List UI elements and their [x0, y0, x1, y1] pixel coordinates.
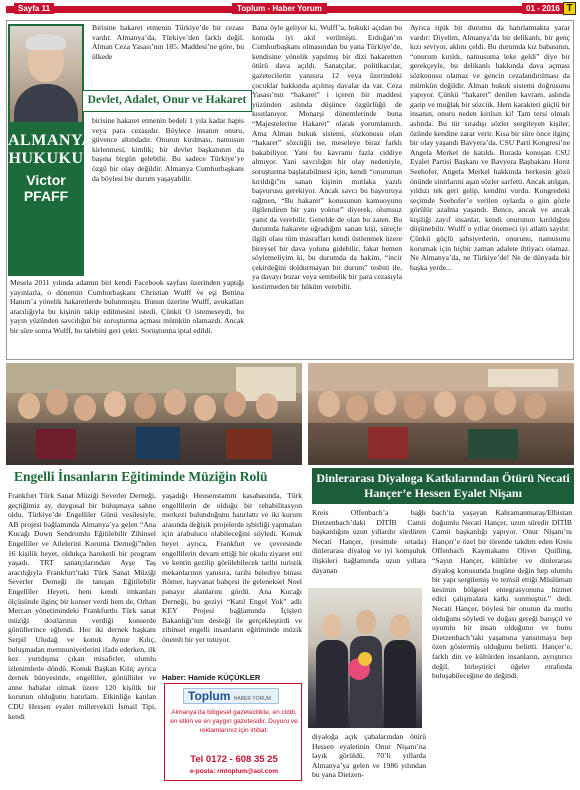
article3-headline: Dinlerarası Diyaloga Katkılarından Ötürü Necati Hançer’e Hessen Eyalet Nişanı — [312, 468, 574, 504]
article1-col1-top: Birisine hakaret etmenin Türkiye’de bir cezası vardır. Almanya’da, Türkiye’den farklı değil. Alman Ceza Yasası’nın 185. Maddesi’ne göre, bu ülkede — [92, 23, 244, 61]
group-photo-hall — [308, 363, 574, 465]
column-name: ALMANYA HUKUKU — [8, 132, 94, 167]
article2-col2: yaşadığı Heusenstamm kasabasında, Türk engellilerin de olduğu bir rehabilitasyon merkezi bulunduğunu hatırlattı ve iki kurum arasında değişik projelerde işbirliği yapmaları için arabulucu olabileceğini söyledi. Konuk heyet ayrıca, Frankfurt ve çevresinde engellilerin devam ettiği bir okulu ziyaret etti ve kentin gezilip görülebilecek tarihi turistik mekanlarının yanısıra, tarihi belediye binası Römer, hayvanat bahçesi ile geleneksel Noel panayır alanlarını gördü. Ana Kucağı Derneği, bu geziyi “Katıl Engel Yok” adlı KEY Projesi bağlamında İçişleri Bakanlığı’nın desteği ile gerçekleştirdi ve zihinsel engelli insanların eğitiminde müzik önemli bir yer tutuyor. — [162, 491, 302, 644]
page-header — [0, 0, 580, 16]
article1-subhead: Devlet, Adalet, Onur ve Hakaret — [82, 90, 252, 112]
article2-headline: Engelli İnsanların Eğitiminde Müziğin Rolü — [14, 469, 268, 484]
award-ceremony-photo — [308, 588, 422, 728]
author-name: Victor PFAFF — [23, 172, 69, 204]
article1-col2: Bana öyle geliyor ki, Wulff’a, hukuki açıdan bu konuda iyi akıl verilmişti. Erdoğan’ın Cumhurbaşkanı olmasından bu yana Türkiye’de, kendisine yönelik yapılmış bir dizi hakaretten ötürü dava açıldı. Sanatçılar, politikacılar, gazetecilerin yanısıra 12 veya üzerindeki çocuklar hakkında açılmış davalar da var. Ceza Yasası’nın “hakaret” i içeren bir maddesi yüzünden aslında düşünce özgürlüğü de kısıtlanıyor. Monarşi dönemlerinde buna “Majestelerine Hakaret” olarak yorumlanırdı. Ama Alman hukuk sistemi, sözkonusu olan “hakaret” sözcüğü ise, meseleye biraz farklı bakabiliyor. Yani bu kavramı fazla ciddiye almıyor. Yani savcılığın bir olay nedeniyle, soruşturma başlatabilmesi için, kendi “onurunun kırıldığı”nı sanan kişinin mutlaka yazılı başvurusu gerekiyor. Ancak savcı bu başvuruya rağmen, “Bu hakaret” konusunun kamuoyunu ilgilendiren bir yanı yoktur” diyerek, olumsuz yanıt da verebilir. Genelde de olan bu zaten. Bu durumda hakarete uğradığını sanan kişi, süreçle ilgili olası tüm masrafları kendi üstlenmek üzere bireysel bir dava yoluna gidebilir, fakat hemen söylemeliyim ki, bu durumda da hakim, “incir çekirdeğini doldurmayan bir durum” tesbiti ile, ya davayı bozar veya sembolik bir para cezasıyla kestirmeden bir hüküm verebilir. — [252, 23, 402, 292]
newspaper-ad — [164, 683, 302, 781]
article1-col1-mid: birisine hakaret etmenin bedeli 1 yıla kadar hapis veya para cezasıdır. Böylece insanın onuru, güvence altındadır. Onurun kırılması, namusun kirlenmesi, kimlik; bir devlet başkanının da başına birgün gelebilir. Bu sadece Türkiye’ye özgü bir olay değildir. Almanya Cumhurbaşkanı da böylesi bir durum yaşayabilir. — [92, 116, 244, 183]
group-photo-music-event — [6, 363, 302, 465]
publication-badge: T — [563, 2, 576, 15]
article2-byline: Haber: Hamide KÜÇÜKLER — [162, 673, 261, 682]
toplum-logo: Toplum HABER YORUM — [183, 688, 279, 704]
ad-phone: Tel 0172 - 608 35 25 — [190, 754, 278, 765]
article3-col2: bach’ta yaşayan Kahramanmaraş/Elbistan doğumlu Necati Hançer, uzun süredir DİTİB Camii başkanlığı yapıyor. Onur Nişanı’nı Hançer’e özel bir törende takdim eden Kreis Offenbach Kaymakamı Oliver Quilling, “Sayın Hançer, kültürler ve dinlerarası diyalog konusunda bugüne değin hep olumlu bir yapı sergilemiş ve temsil ettiği Müslüman kesimin bölgesel entegrasyonuna hizmet edici çalışmalara katkı sunmuştur.” dedi. Necati Hançer, böylesi bir onurun da mutlu olduğunu söyledi ve doğası gereği barışçıl ve uyumlu bir insan olduğunu ve bunu Dietzenbach’taki yaşamına yansıtmaya hep özen göstermiş olduğunu belirtti. Hançer’e, farklı din ve kültürden insanların, ayrıştırıcı değil, birleştirici öğeler etrafında buluşabileceğine de değindi. — [432, 508, 572, 681]
article1-col3: Ayrıca tipik bir durumu da hatırlatmakta yarar vardır: Diyelim, Almanya’da bir delikanlı, bir genç kızı seviyor, aklını çeldi. Bu durumda kız babasının, “onurum kırıldı, namusuma leke geldi” diye bir gerekçeyle, bu delikanlı hakkında dava açması sözkonusu olamaz ve gencin cezalandırılması da mümkün değildir. Alman hukuk sistemi doğrusunu yapıyor. Çünkü “hakaret” denilen kavram, aslında garip ve muğlak bir sözcük. Hem karakteri güçlü bir insanın, onuru neden kırılsın ki! Tam tersi olmalı aslında. Bu tür sıradışı sözler sergileyen kişiler, özünde kendine zarar verir. Kısa bir süre önce ilginç bir olay yaşandı Bavyera’da. CSU Parti Kongresi’ne Angela Merkel de katıldı. Burada konuşan CSU Eyalet Partisi Başkanı ve Bavyera Başbakanı Horst Seehofer, Angela Merkel hakkında herkesin gözü önünde sinirlarıni aşan sözler sarfetti. Ancak atılgan, yıldızı tek geri gelip, kendini vurdu. Kongredeki seçimde Seehofer’e verilen oylarda o gün gözle görülür azalma yaşandı. Bence, ancak ve ancak kişiliği zayıf insanlar, kendi onurunun kırıldığını düşünebilir. Wulff o yıllar önemeci iyi atlattı sayılır. Çünkü güçlü şahsiyetlerin, onurunu, namusunu korumak için hiçbir zaman adalete ihtiyacı olamaz. Ne Almanya’da, ne Türkiye’de! Ne de dünyada bir başka yerde... — [410, 23, 570, 272]
ad-email: e-posta: rmtoplum@aol.com — [190, 768, 278, 775]
article2-col1: Frankfurt Türk Sanat Müziği Severler Derneği, geçtiğimiz ay, duygusal bir buluşmaya sahne oldu. Türkiye’de Engelliler Günü vesilesiyle, AB projesi bağlamında Almanya’ya gelen “Ana Kucağı Down Sendromlu Eğitilebilir Zihinsel Engelliler ve Ailelerini Koruma Derneği”nden 16 kişilik heyet, oldukça hareketli bir program yaşadı. TRT sanatçılarından Ayşe Taş aracılığıyla Frankfurt’taki Türk Sanat Müziği Severler Derneği ile tanışan Eğitilebilir Engelliler Heyeti, hem kendi imkanları ölçüsünde ilginç bir konser verdi hem de, Orhan Mercan yönetimindeki Frankfurtlu Türk sanat müziği dostlarının verdiği konserde gönüllerince eğlendi. Her iki dernek başkanı Serpil Uludağ ve konuk Aynur Kılıç, buluşmadan memnuniyetlerini ifade ederken, ilk kez yurtdışına çıkan misafirler, olumlu izlenimlerle döndü. Konuk Başkan Kılıç ayrıca dernek bünyesinde, engelliler, gönüllüler ve anne babalar olmak üzere 120 kişilik bir korunun olduğunu hatırlattı. Etkinliğe katılan CDU Hessen eyalet milletvekili İsmail Tipi, kendi — [8, 491, 156, 721]
article1-col1-bottom: Mesela 2011 yılında adamın biri kendi Facebook sayfası üzerinden yaptığı yayınlarla, o dönemin Cumhurbaşkanı Christian Wulff ve eşi Bettina Hanım’a yönelik hakaretlerde bulunmuştu. Bunun üzerine Wulff, avukatları aracılığıyla bu kişinin takip edilmesini istedi. Çünkü O istemeseydi, bu yayın yüzünden savcılığın bir soruşturma açması mümkün olamazdı. Ancak bir süre sonra Wulff, bu talebini geri çekti. Soruşturma iptal edildi. — [10, 278, 244, 335]
ad-text: Almanya’da bölgesel gazetecilikte, en ciddi, en etkin ve en yaygın gazetesidir. Duyuru ve reklamlarınız için irtibat: — [170, 709, 298, 734]
author-photo — [10, 26, 82, 122]
article3-col1-bottom: diyaloğa açık çabalarından ötürü Hessen eyaletinin Onur Nişanı’na layık görüldü. 70’li yıllarda Almanya’ya gelen ve 1986 yılından bu yana Dietzen- — [312, 732, 426, 780]
page-number: Sayfa 11 — [14, 3, 54, 14]
article3-col1: Kreis Offenbach’a bağlı Dietzenbach’daki DİTİB Camii başkanlığını uzun yıllardır sürdüren Necati Hançer, (resimde ortada) dinlerarası diyalog ve iyi komşuluk ilişkileri bağlamında uzun yıllara dayanan — [312, 508, 426, 575]
publication-title: Toplum - Haber Yorum — [232, 3, 327, 14]
issue-date: 01 - 2016 — [522, 3, 564, 14]
